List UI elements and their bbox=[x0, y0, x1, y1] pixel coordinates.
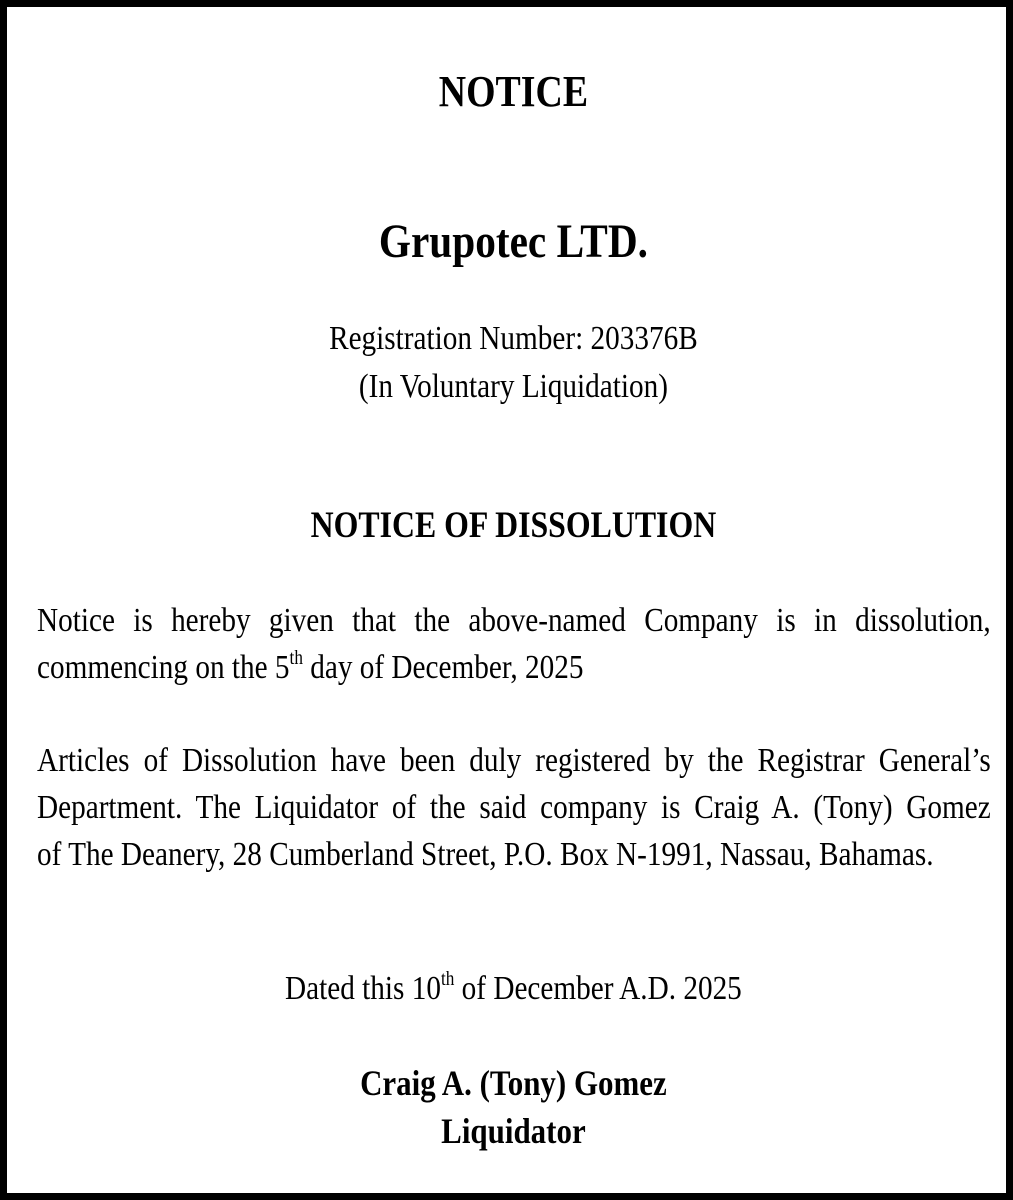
notice-title: NOTICE bbox=[438, 67, 589, 116]
paragraph-line: Department. The Liquidator of the said company is Craig A. (Tony) Gomez bbox=[37, 789, 991, 826]
ordinal-suffix: th bbox=[440, 968, 455, 990]
signer-name: Craig A. (Tony) Gomez bbox=[360, 1063, 667, 1103]
paragraph-text: day of December, 2025 bbox=[302, 649, 584, 686]
paragraph-line bbox=[37, 644, 857, 691]
paragraph-line: Articles of Dissolution have been duly registered by the Registrar General’s bbox=[37, 742, 991, 779]
registration-number: Registration Number: 203376B bbox=[329, 320, 698, 357]
signer-role: Liquidator bbox=[441, 1111, 586, 1151]
paragraph-line: of The Deanery, 28 Cumberland Street, P.O. Box N-1991, Nassau, Bahamas. bbox=[37, 836, 934, 873]
articles-paragraph bbox=[37, 737, 991, 878]
company-name: Grupotec LTD. bbox=[378, 215, 648, 268]
paragraph-text: commencing on the 5 bbox=[37, 649, 290, 686]
liquidation-status: (In Voluntary Liquidation) bbox=[358, 368, 669, 405]
dated-text: Dated this 10 bbox=[285, 970, 441, 1007]
dissolution-heading: NOTICE OF DISSOLUTION bbox=[310, 505, 717, 546]
dissolution-paragraph bbox=[37, 597, 991, 691]
dated-line bbox=[78, 970, 949, 1008]
ordinal-suffix: th bbox=[289, 647, 303, 669]
paragraph-line: Notice is hereby given that the above-named Company is in dissolution, bbox=[37, 602, 991, 639]
dated-text: of December A.D. 2025 bbox=[454, 970, 742, 1007]
